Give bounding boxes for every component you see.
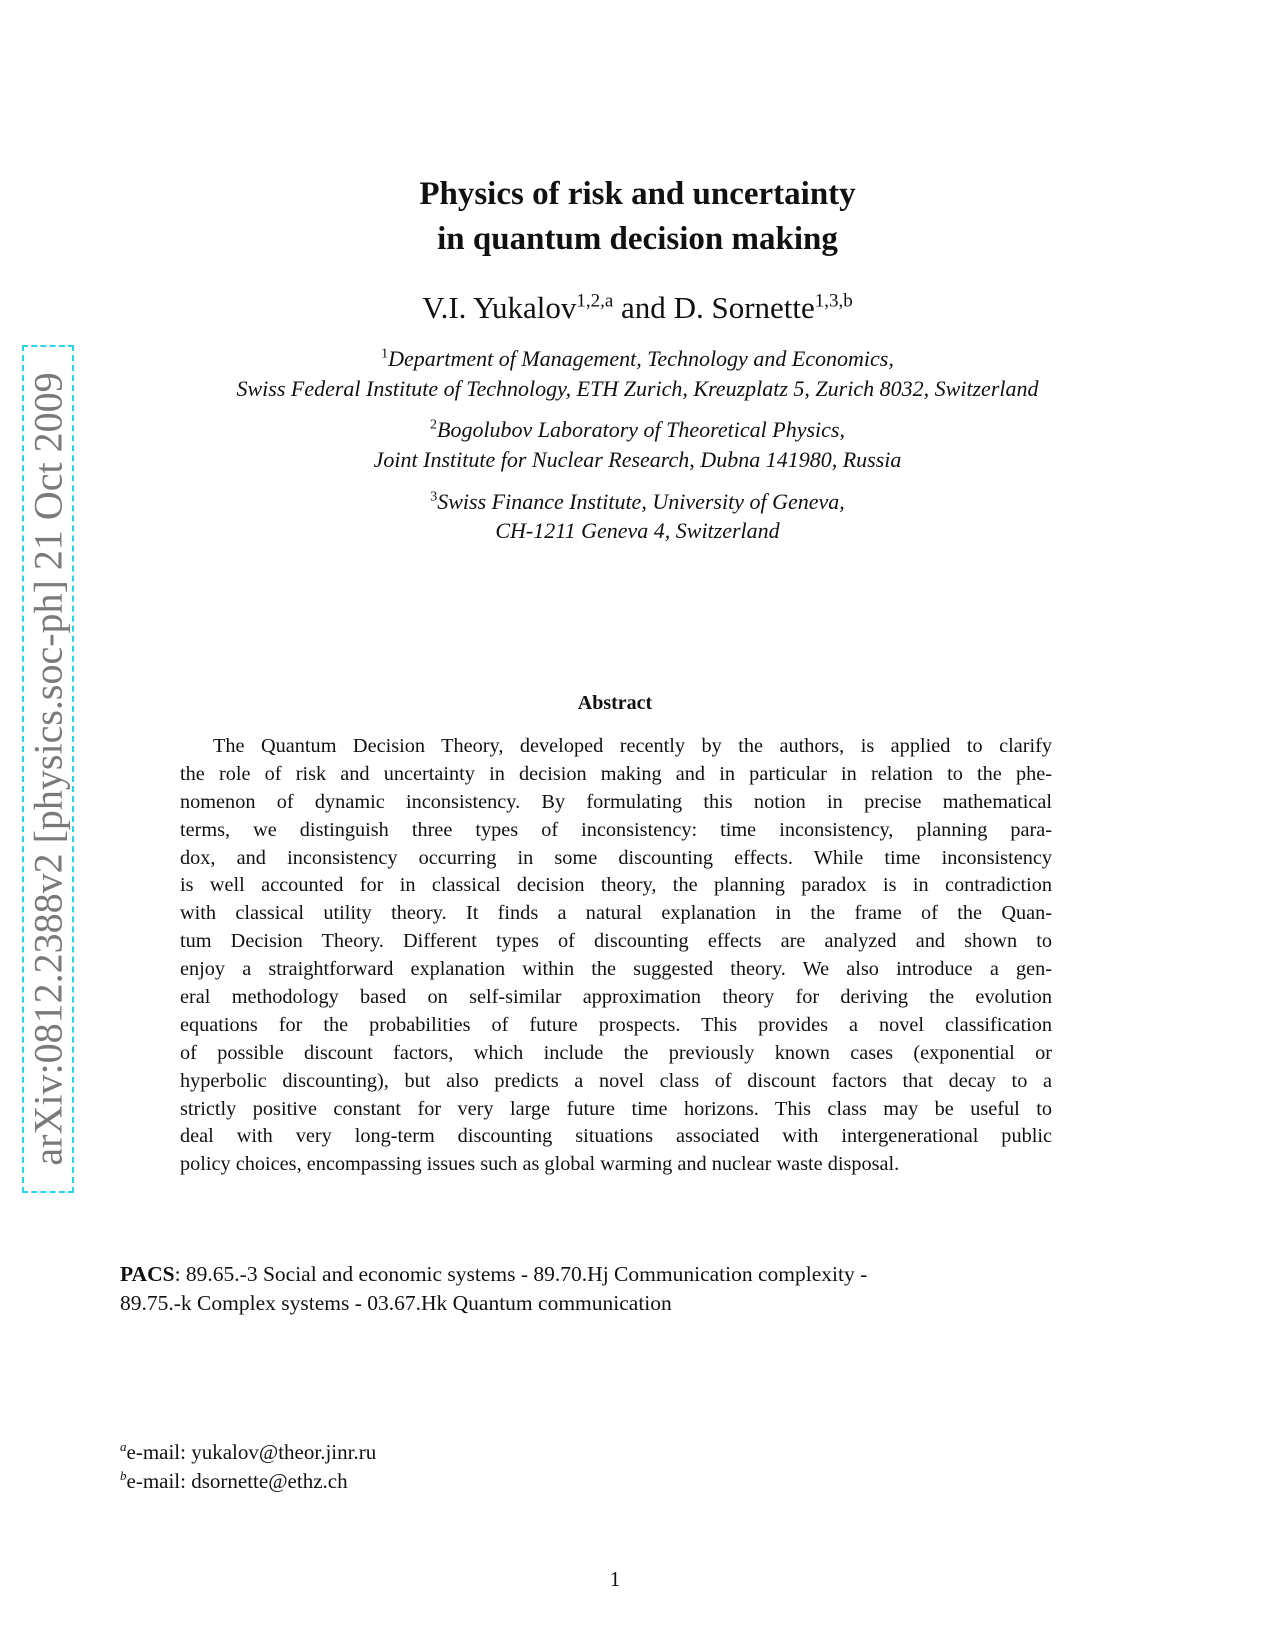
footnote-mark: b <box>120 1468 127 1483</box>
affil-line: Bogolubov Laboratory of Theoretical Physics, <box>437 417 845 442</box>
footnote-a <box>120 1439 376 1465</box>
affiliation-3 <box>0 489 1275 515</box>
abstract-line: strictly positive constant for very large future time horizons. This class may be useful to <box>180 1097 1052 1120</box>
affil-number: 2 <box>430 417 437 433</box>
author-affil-marks: 1,2,a <box>576 290 614 312</box>
abstract-line: hyperbolic discounting), but also predicts a novel class of discount factors that decay to a <box>180 1069 1052 1092</box>
authors <box>0 290 1275 326</box>
footnote-text: e-mail: yukalov@theor.jinr.ru <box>126 1440 377 1464</box>
abstract-line: is well accounted for in classical decision theory, the planning paradox is in contradiction <box>180 874 1052 897</box>
abstract-line: the role of risk and uncertainty in decision making and in particular in relation to the phe- <box>180 762 1052 785</box>
pacs-codes: : 89.65.-3 Social and economic systems - 89.70.Hj Communication complexity - <box>174 1262 868 1286</box>
page-number: 1 <box>609 1567 621 1591</box>
author-name: D. Sornette <box>673 290 815 325</box>
affiliation-2 <box>0 417 1275 443</box>
abstract-line: enjoy a straightforward explanation within the suggested theory. We also introduce a gen- <box>180 958 1052 981</box>
pacs-label: PACS <box>120 1262 175 1286</box>
abstract-line: of possible discount factors, which include the previously known cases (exponential or <box>180 1041 1052 1064</box>
affil-line: Department of Management, Technology and Economics, <box>388 346 894 371</box>
paper-title-line-1: Physics of risk and uncertainty <box>419 176 856 212</box>
affiliation-1 <box>0 346 1275 372</box>
author-separator: and <box>613 290 674 325</box>
abstract-line: nomenon of dynamic inconsistency. By formulating this notion in precise mathematical <box>180 790 1052 813</box>
arxiv-identifier: arXiv:0812.2388v2 [physics.soc-ph] 21 Oct 2009 <box>25 372 71 1166</box>
affil-number: 3 <box>430 489 438 505</box>
paper-title-line-2: in quantum decision making <box>437 221 838 257</box>
abstract-line: The Quantum Decision Theory, developed recently by the authors, is applied to clarify <box>213 735 1052 757</box>
abstract-line: tum Decision Theory. Different types of discounting effects are analyzed and shown to <box>180 930 1052 953</box>
abstract-line: eral methodology based on self-similar approximation theory for deriving the evolution <box>180 986 1052 1009</box>
affiliation-3-line-2: CH-1211 Geneva 4, Switzerland <box>495 518 780 543</box>
abstract-line: equations for the probabilities of future prospects. This provides a novel classification <box>180 1013 1052 1036</box>
abstract-line: terms, we distinguish three types of inconsistency: time inconsistency, planning para- <box>180 818 1052 841</box>
abstract-heading: Abstract <box>577 692 653 714</box>
abstract-line: deal with very long-term discounting situations associated with intergenerational public <box>180 1125 1052 1148</box>
footnote-text: e-mail: dsornette@ethz.ch <box>126 1469 348 1493</box>
abstract-line: policy choices, encompassing issues such as global warming and nuclear waste disposal. <box>180 1153 900 1176</box>
abstract-line: dox, and inconsistency occurring in some discounting effects. While time inconsistency <box>180 846 1052 869</box>
pacs-line-2: 89.75.-k Complex systems - 03.67.Hk Quantum communication <box>120 1291 672 1315</box>
affiliation-1-line-2: Swiss Federal Institute of Technology, ETH Zurich, Kreuzplatz 5, Zurich 8032, Switzerland <box>236 376 1039 401</box>
footnote-b <box>120 1468 348 1494</box>
author-name: V.I. Yukalov <box>422 290 577 325</box>
affiliation-2-line-2: Joint Institute for Nuclear Research, Dubna 141980, Russia <box>373 447 902 472</box>
pacs-line-1 <box>120 1262 867 1287</box>
abstract-body <box>180 733 1052 1179</box>
abstract-line: with classical utility theory. It finds a natural explanation in the frame of the Quan- <box>180 902 1052 925</box>
affil-line: Swiss Finance Institute, University of Geneva, <box>437 489 845 514</box>
affil-number: 1 <box>381 346 389 362</box>
author-affil-marks: 1,3,b <box>814 290 853 312</box>
footnote-mark: a <box>120 1439 127 1454</box>
